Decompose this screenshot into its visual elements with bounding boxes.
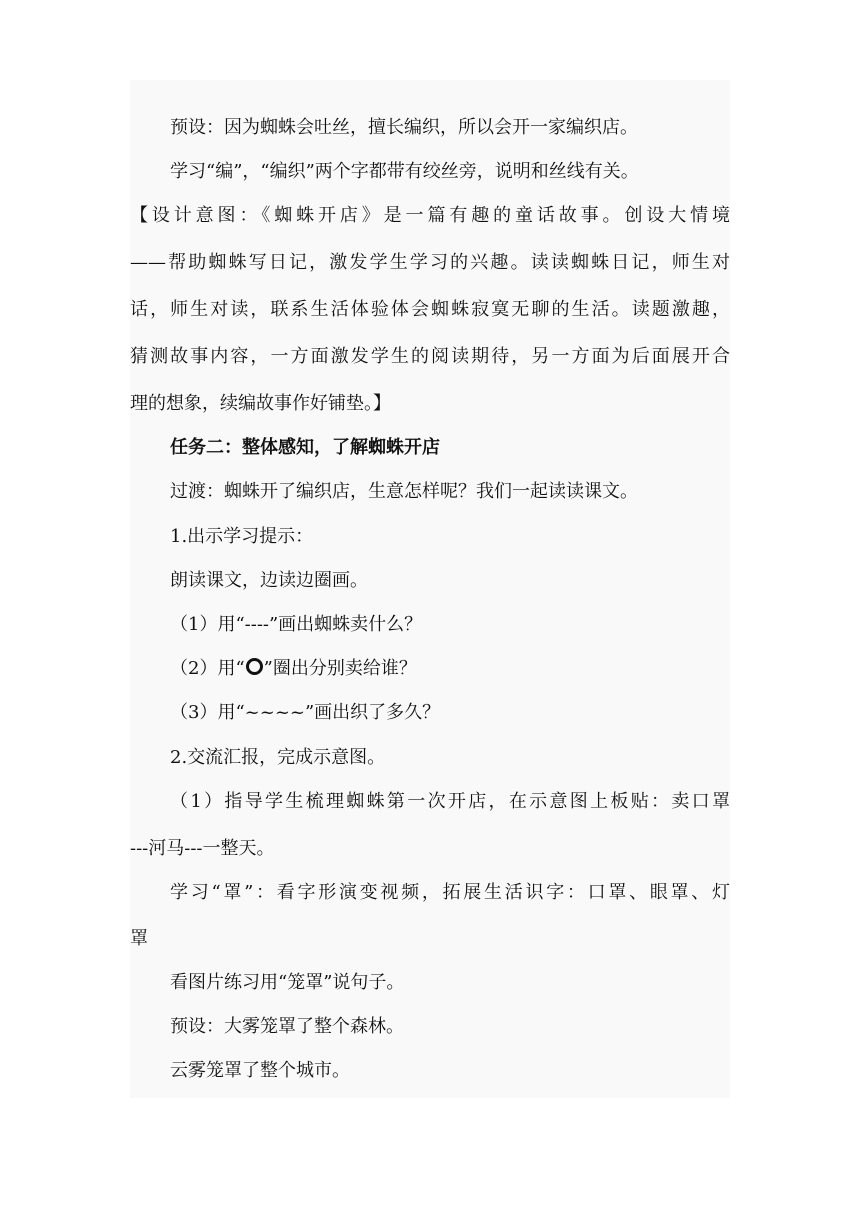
paragraph-preset-weaving: 预设：因为蜘蛛会吐丝，擅长编织，所以会开一家编织店。	[170, 117, 638, 138]
task2-heading: 任务二：整体感知，了解蜘蛛开店	[170, 437, 440, 458]
circle-mark-icon	[246, 658, 263, 675]
transition-text: 过渡：蜘蛛开了编织店，生意怎样呢？我们一起读读课文。	[170, 481, 638, 502]
practice-text: 看图片练习用“笼罩”说句子。	[170, 972, 405, 993]
learn-zhao-line-2: 罩	[130, 928, 148, 949]
question-2-prefix: （2）用“	[170, 658, 245, 679]
question-2-suffix: ”圈出分别卖给谁？	[263, 658, 417, 679]
preset-forest: 预设：大雾笼罩了整个森林。	[170, 1016, 404, 1037]
learn-zhao-line-1: 学习“罩”：看字形演变视频，拓展生活识字：口罩、眼罩、灯	[170, 882, 730, 903]
question-2	[130, 656, 730, 682]
design-note-line-3: 话，师生对读，联系生活体验体会蜘蛛寂寞无聊的生活。读题激趣，	[130, 299, 730, 320]
read-aloud-text: 朗读课文，边读边圈画。	[170, 570, 368, 591]
design-note-line-5: 理的想象，续编故事作好铺垫。】	[130, 393, 391, 414]
design-note-line-1: 【设计意图：《蜘蛛开店》是一篇有趣的童话故事。创设大情境	[130, 205, 730, 226]
step1-text: 1.出示学习提示：	[170, 526, 314, 547]
step2-text: 2.交流汇报，完成示意图。	[170, 747, 386, 768]
guide-line-2: ---河马---一整天。	[130, 838, 275, 859]
preset-city: 云雾笼罩了整个城市。	[170, 1060, 350, 1081]
guide-line-1: （1）指导学生梳理蜘蛛第一次开店，在示意图上板贴：卖口罩	[170, 791, 730, 812]
design-note-line-4: 猜测故事内容，一方面激发学生的阅读期待，另一方面为后面展开合	[130, 346, 730, 367]
question-3: （3）用“~~~~”画出织了多久？	[170, 702, 441, 723]
design-note-line-2: ——帮助蜘蛛写日记，激发学生学习的兴趣。读读蜘蛛日记，师生对	[130, 252, 730, 273]
question-1: （1）用“----”画出蜘蛛卖什么？	[170, 614, 423, 635]
paragraph-learn-bian: 学习“编”，“编织”两个字都带有绞丝旁，说明和丝线有关。	[170, 161, 639, 182]
